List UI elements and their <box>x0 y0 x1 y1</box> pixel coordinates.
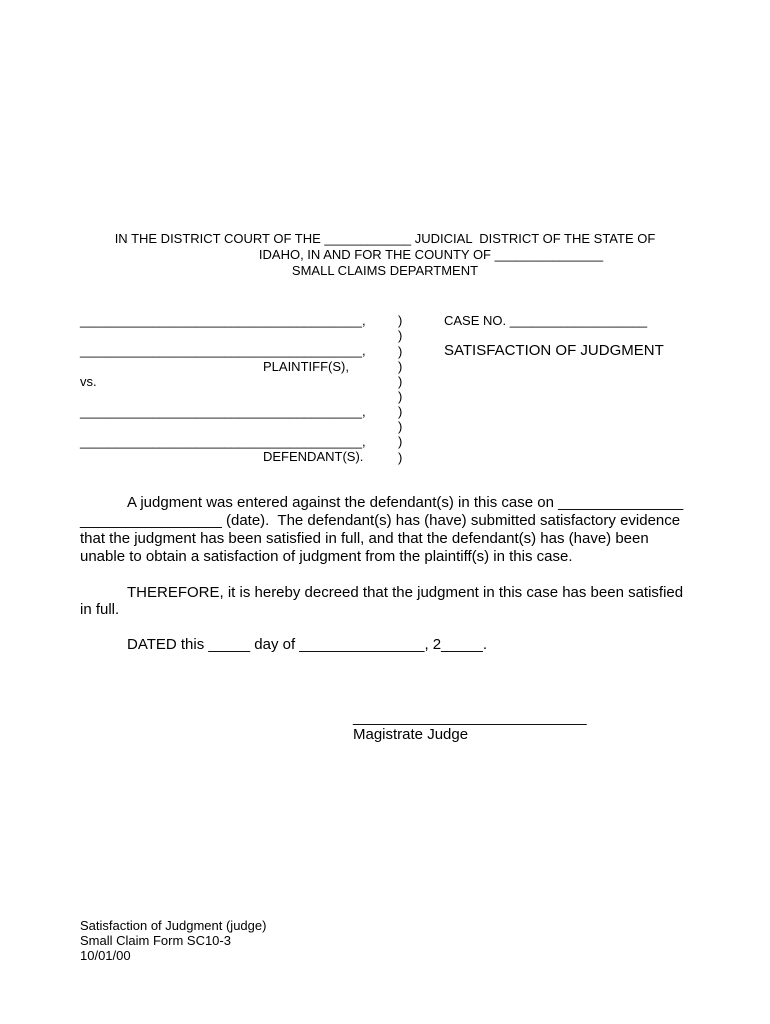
document-title: SATISFACTION OF JUDGMENT <box>444 342 664 359</box>
footer-form-date: 10/01/00 <box>80 948 131 963</box>
caption-paren: ) <box>398 389 403 404</box>
defendant-label: DEFENDANT(S). <box>263 449 364 464</box>
dated-line: DATED this _____ day of _______________, 2_____. <box>127 636 487 653</box>
plaintiff-label: PLAINTIFF(S), <box>263 359 349 374</box>
footer-form-title: Satisfaction of Judgment (judge) <box>80 918 267 933</box>
plaintiff-name-line: _______________________________________, <box>80 343 366 358</box>
court-header-line-1: IN THE DISTRICT COURT OF THE ____________ JUDICIAL DISTRICT OF THE STATE OF <box>114 231 656 246</box>
signature-line: ____________________________ <box>353 709 587 726</box>
caption-paren: ) <box>398 313 403 328</box>
caption-paren: ) <box>398 344 403 359</box>
versus-label: vs. <box>80 374 97 389</box>
paragraph-2-line-2: in full. <box>80 601 120 618</box>
caption-paren: ) <box>398 374 403 389</box>
defendant-name-line: _______________________________________, <box>80 434 366 449</box>
footer-form-number: Small Claim Form SC10-3 <box>80 933 231 948</box>
paragraph-1-line-4: unable to obtain a satisfaction of judgment from the plaintiff(s) in this case. <box>80 548 573 565</box>
case-number-field: CASE NO. ___________________ <box>444 313 648 328</box>
signature-label: Magistrate Judge <box>353 726 469 743</box>
plaintiff-name-line: _______________________________________, <box>80 313 366 328</box>
paragraph-1-line-2: _________________ (date). The defendant(s) has (have) submitted satisfactory evidence <box>80 512 681 529</box>
caption-paren: ) <box>398 434 403 449</box>
paragraph-1-line-1: A judgment was entered against the defendant(s) in this case on _______________ <box>127 494 684 511</box>
caption-paren: ) <box>398 359 403 374</box>
caption-paren: ) <box>398 404 403 419</box>
court-header-line-3: SMALL CLAIMS DEPARTMENT <box>291 263 479 278</box>
caption-paren: ) <box>398 328 403 343</box>
paragraph-1-line-3: that the judgment has been satisfied in full, and that the defendant(s) has (have) been <box>80 530 649 547</box>
paragraph-2-line-1: THEREFORE, it is hereby decreed that the judgment in this case has been satisfied <box>127 584 684 601</box>
caption-paren: ) <box>398 450 403 465</box>
court-header-line-2: IDAHO, IN AND FOR THE COUNTY OF _______________ <box>258 247 604 262</box>
caption-paren: ) <box>398 419 403 434</box>
defendant-name-line: _______________________________________, <box>80 404 366 419</box>
